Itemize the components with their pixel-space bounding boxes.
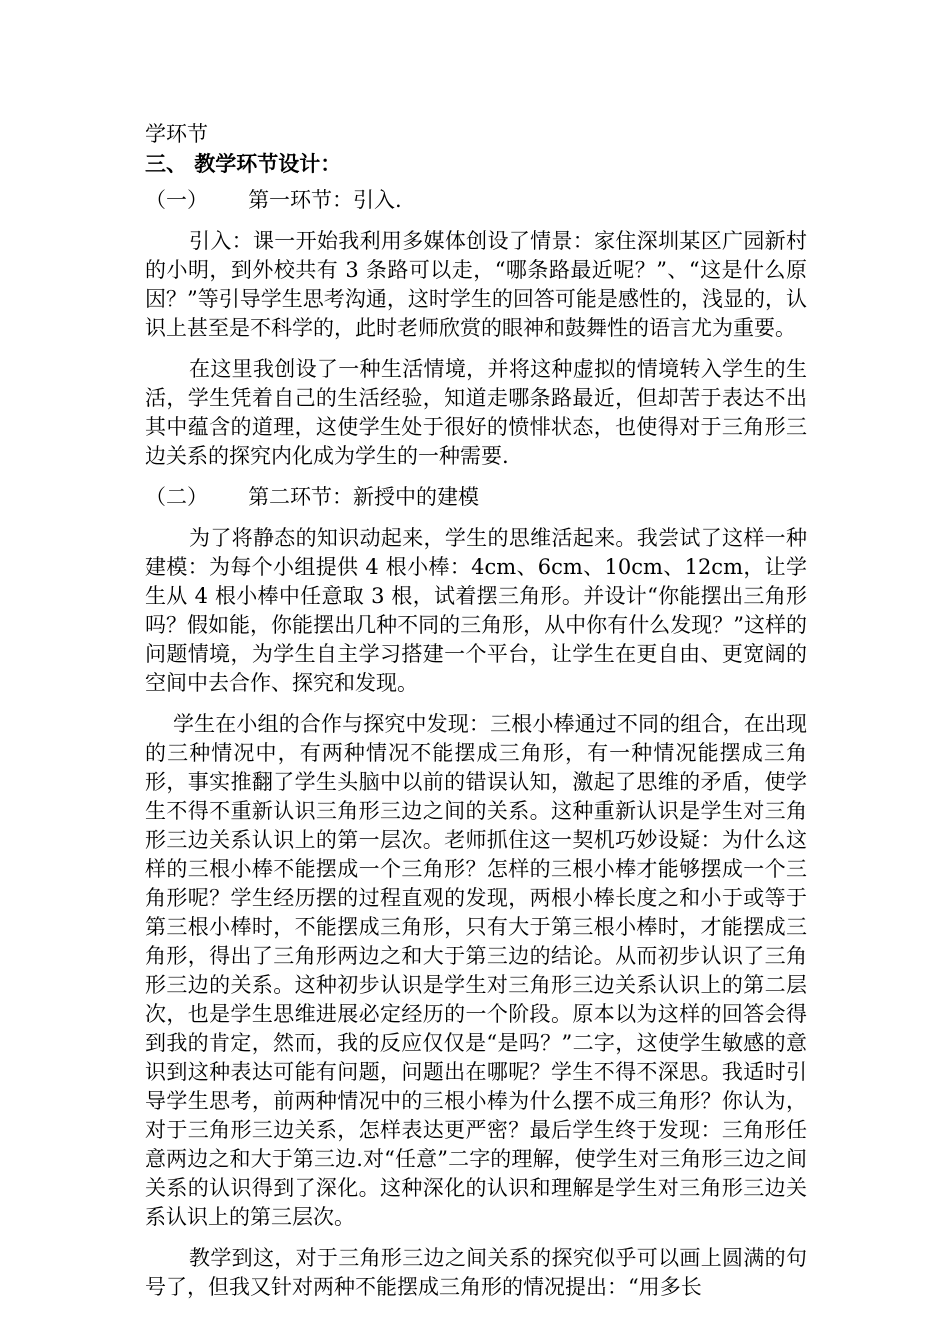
subsection-title: 第一环节：引入. [248,188,402,212]
paragraph-discovery: 学生在小组的合作与探究中发现：三根小棒通过不同的组合，在出现的三种情况中，有两种情况不能摆成三角形，有一种情况能摆成三角形，事实推翻了学生头脑中以前的错误认知，激起了思维的矛盾，使学生不得不重新认识三角形三边之间的关系。这种重新认识是学生对三角形三边关系认识上的第一层次。老师抓住这一契机巧妙设疑：为什么这样的三根小棒不能摆成一个三角形？怎样的三根小棒才能够摆成一个三角形呢？学生经历摆的过程直观的发现，两根小棒长度之和小于或等于第三根小棒时，不能摆成三角形，只有大于第三根小棒时，才能摆成三角形，得出了三角形两边之和大于第三边的结论。从而初步认识了三角形三边的关系。这种初步认识是学生对三角形三边关系认识上的第二层次，也是学生思维进展必定经历的一个阶段。原本以为这样的回答会得到我的肯定，然而，我的反应仅仅是“是吗？”二字，这使学生敏感的意识到这种表达可能有问题，问题出在哪呢？学生不得不深思。我适时引导学生思考，前两种情况中的三根小棒为什么摆不成三角形？你认为，对于三角形三边关系，怎样表达更严密？最后学生终于发现：三角形任意两边之和大于第三边.对“任意”二字的理解，使学生对三角形三边之间关系的认识得到了深化。这种深化的认识和理解是学生对三角形三边关系认识上的第三层次。 [145,712,807,1229]
subsection-label: （一） [145,188,208,212]
paragraph-extension: 教学到这，对于三角形三边之间关系的探究似乎可以画上圆满的句号了，但我又针对两种不能摆成三角形的情况提出：“用多长 [145,1246,807,1299]
document-page [145,120,807,1302]
section-title: 三、 教学环节设计： [145,151,342,176]
subsection-heading-2 [145,483,807,512]
top-fragment: 学环节 [145,122,208,146]
paragraph-modeling: 为了将静态的知识动起来，学生的思维活起来。我尝试了这样一种建模：为每个小组提供 4 根小棒：4cm、6cm、10cm、12cm，让学生从 4 根小棒中任意取 3 根，试着摆三角形。并设计“你能摆出三角形吗？假如能，你能摆出几种不同的三角形，从中你有什么发现？”这样的问题情境，为学生自主学习搭建一个平台，让学生在更自由、更宽阔的空间中去合作、探究和发现。 [145,526,807,695]
subsection-title: 第二环节：新授中的建模 [248,485,480,509]
paragraph-scenario: 在这里我创设了一种生活情境，并将这种虚拟的情境转入学生的生活，学生凭着自己的生活经验，知道走哪条路最近，但却苦于表达不出其中蕴含的道理，这使学生处于很好的愤悱状态，也使得对于三角形三边关系的探究内化成为学生的一种需要. [145,357,807,468]
subsection-heading-1 [145,186,807,215]
subsection-label: （二） [145,485,208,509]
paragraph-intro: 引入：课一开始我利用多媒体创设了情景：家住深圳某区广园新村的小明，到外校共有 3 条路可以走，“哪条路最近呢？”、“这是什么原因？”等引导学生思考沟通，这时学生的回答可能是感性的，浅显的，认识上甚至是不科学的，此时老师欣赏的眼神和鼓舞性的语言尤为重要。 [145,229,807,340]
